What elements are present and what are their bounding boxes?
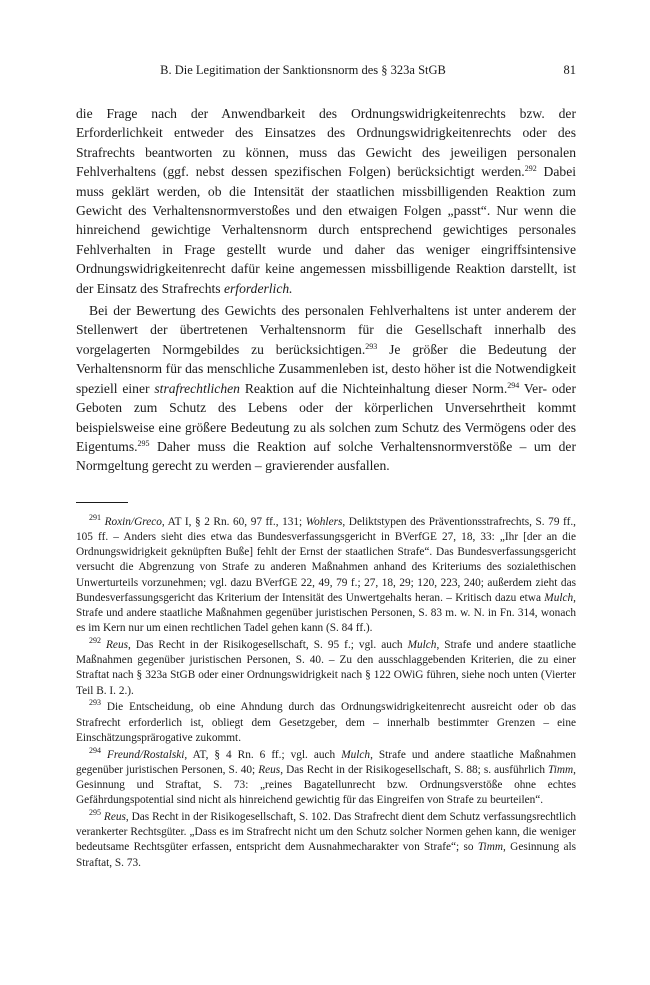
author-name: Timm (548, 763, 574, 776)
author-name: Roxin/Greco (104, 515, 162, 528)
text-run: Je größer die Bedeutung der Verhaltensnorm für das menschliche Zusammenleben ist, desto höher ist die Notwendigkeit speziell einer (76, 341, 577, 396)
running-header (76, 60, 576, 80)
text-run: , Das Recht in der Risikogesellschaft, S. 95 f.; vgl. auch (128, 638, 408, 651)
text-run: , Gesinnung und Straftat, S. 73: „reines Bagatellunrecht bzw. Ordnungsverstöße ohne echtes Gefährdungspotential sind nicht als hinreichend gewichtig für das Eingreifen von Strafe zu beurteilen“. (76, 763, 576, 807)
text-run: , Deliktstypen des Präventionsstrafrechts, S. 79 ff., 105 ff. – Anders sieht dies etwa das Bundesverfassungsgericht in BVerfGE 27, 18, 33: „Ihr [der an die Ordnungswidrigkeit geknüpften Buße] fehlt der Ernst der staatlichen Strafe“. Das Bundesverfassungsgericht versucht die Abgrenzung von Strafe zu anderen Maßnahmen anhand des Kriteriums des sozialethischen Unwerturteils vorzunehmen; vgl. dazu BVerfGE 22, 49, 79 f.; 27, 18, 29; 120, 223, 240; außerdem zieht das Bundesverfassungsgericht das Kriterium der Intensität des Unwertgehalts heran. – Kritisch dazu etwa (76, 515, 577, 604)
footnote-ref-295: 295 (137, 438, 150, 448)
footnote-294 (76, 745, 577, 809)
footnote-295 (76, 807, 576, 871)
emphasis: strafrechtlichen (154, 380, 240, 396)
footnote-ref-293: 293 (365, 341, 378, 351)
author-name: Mulch (341, 748, 371, 761)
author-name: Mulch (407, 638, 437, 651)
footnote-ref-294: 294 (507, 380, 520, 390)
main-text (76, 104, 576, 476)
text-run: , Das Recht in der Risikogesellschaft, S. 88; s. ausführlich (280, 763, 549, 776)
author-name: Mulch (544, 591, 574, 604)
footnote-ref-292: 292 (524, 164, 537, 174)
text-run: Ver- oder Geboten zum Schutz des Lebens oder der körperlichen Unversehrtheit kommt beispielsweise eine größere Bedeutung zu als solchen zum Schutz des Vermögens oder des Eigentums. (76, 380, 576, 454)
text-run: , Gesinnung als Straftat, S. 73. (76, 841, 576, 869)
footnotes (76, 512, 577, 871)
page-number: 81 (563, 63, 576, 77)
text-run: Dabei muss geklärt werden, ob die Intensität der staatlichen missbilligenden Reaktion zum Gewicht des Verhaltensnormverstoßes und den etwaigen Folgen „passt“. Nur wenn die hinreichend gewichtige Verhaltensnorm durch entsprechend gewichtiges personales Fehlverhalten in Frage gestellt wurde und daher das weniger eingriffsintensive Ordnungswidrigkeitenrecht dafür keine angemessen missbilligende Reaktion darstellt, ist der Einsatz des Strafrechts (76, 164, 577, 296)
author-name: Timm (477, 841, 504, 854)
text-run: , AT I, § 2 Rn. 60, 97 ff., 131; (161, 515, 306, 528)
footnote-number: 294 (89, 745, 101, 755)
paragraph-1 (76, 104, 576, 298)
footnote-number: 293 (89, 698, 101, 708)
author-name: Reus (106, 638, 128, 651)
footnote-291 (76, 512, 577, 637)
author-name: Wohlers (305, 515, 343, 528)
text-run: Reaktion auf die Nichteinhaltung dieser Norm. (239, 380, 508, 396)
text-run: Bei der Bewertung des Gewichts des personalen Fehlverhaltens ist unter anderem der Stellenwert der übertretenen Verhaltensnorm für die Gesellschaft innerhalb des vorgelagerten Normgebildes zu berücksichtigen. (76, 303, 576, 357)
text-run: , Das Recht in der Risikogesellschaft, S. 102. Das Strafrecht dient dem Schutz verfassungsrechtlich verankerter Rechtsgüter. „Dass es im Strafrecht nicht um den Schutz solcher Normen gehen kann, die weniger bedeutsame Rechtsgüter erfassen, entspricht dem Ausnahmecharakter von Strafe“; so (76, 810, 576, 854)
text-run: , Strafe und andere staatliche Maßnahmen gegenüber juristischen Personen, S. 40; (76, 748, 577, 776)
footnote-number: 291 (89, 512, 101, 522)
footnote-292 (76, 635, 577, 699)
emphasis: erforderlich. (223, 280, 293, 296)
footnote-number: 292 (89, 635, 101, 645)
running-title: B. Die Legitimation der Sanktionsnorm des § 323a StGB (160, 63, 446, 77)
text-run: die Frage nach der Anwendbarkeit des Ordnungswidrigkeitenrechts bzw. der Erforderlichkeit entweder des Einsatzes des Ordnungswidrigkeitenrechts oder des Strafrechts beantworten zu können, muss das Gewicht des jeweiligen personalen Fehlverhaltens (ggf. nebst dessen spezifischen Folgen) berücksichtigt werden. (76, 106, 576, 180)
author-name: Reus (103, 810, 126, 823)
author-name: Reus (258, 763, 281, 776)
text-run: , AT, § 4 Rn. 6 ff.; vgl. auch (184, 748, 342, 761)
author-name: Freund/Rostalski (107, 748, 185, 761)
book-page (76, 60, 576, 872)
text-run: , Strafe und andere staatliche Maßnahmen gegenüber juristischen Personen, S. 40. – Zu den ausschlaggebenden Kriterien, die zu einer Straftat nach § 323a StGB oder einer Ordnungswidrigkeit nach § 122 OWiG führen, siehe noch unten (Vierter Teil B. I. 2.). (76, 638, 577, 697)
footnote-293 (76, 700, 576, 746)
text-run: Die Entscheidung, ob eine Ahndung durch das Ordnungswidrigkeitenrecht ausreicht oder ob das Strafrecht erforderlich ist, obliegt dem Gesetzgeber, dem – innerhalb bestimmter Grenzen – eine Einschätzungsprärogative zukommt. (76, 701, 576, 744)
text-run: , Strafe und andere staatliche Maßnahmen gegenüber juristischen Personen, S. 83 m. w. N. in Fn. 314, wonach es im Kern nur um einen rechtlichen Tadel gehen kann (S. 84 ff.). (76, 591, 576, 635)
footnote-number: 295 (89, 807, 101, 817)
text-run: Daher muss die Reaktion auf solche Verhaltensnormverstöße – um der Normgeltung gerecht zu werden – gravierender ausfallen. (76, 438, 576, 474)
paragraph-2 (76, 301, 576, 476)
footnote-separator (76, 502, 128, 503)
